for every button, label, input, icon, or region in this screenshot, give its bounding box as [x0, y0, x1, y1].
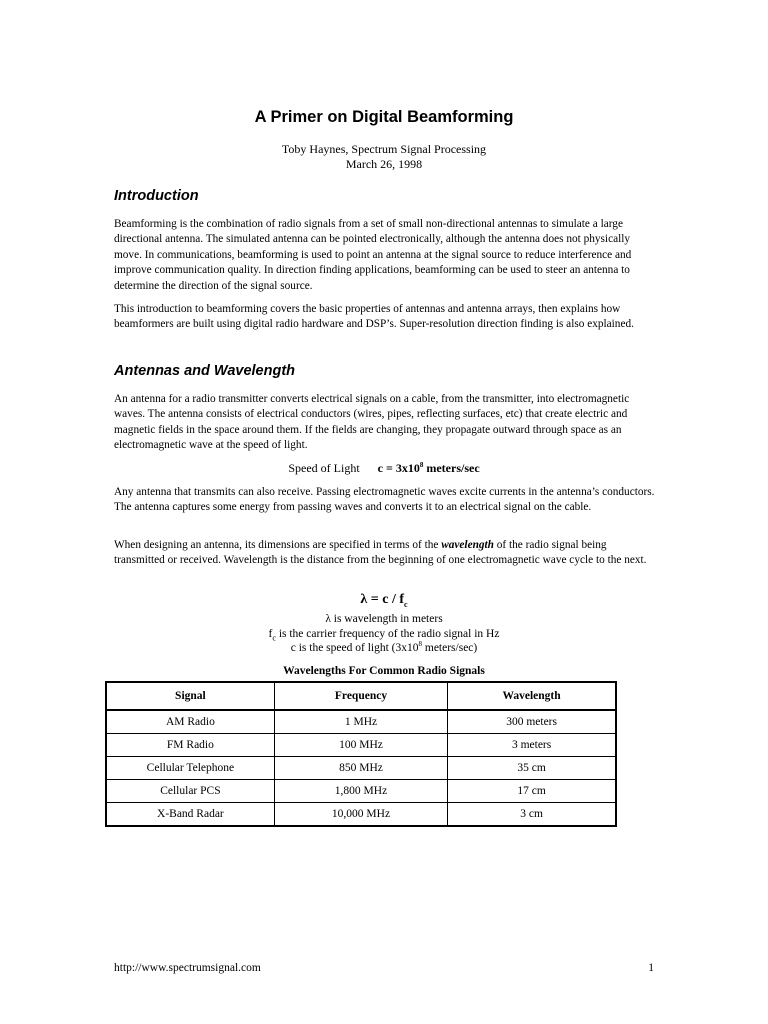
cell-signal: AM Radio — [106, 710, 274, 734]
antennas-paragraph-3 — [114, 538, 659, 569]
def-fc-text: is the carrier frequency of the radio signal in Hz — [275, 627, 500, 640]
def-c-exponent: 8 — [418, 640, 422, 649]
lambda-eq-main: λ = c / f — [360, 592, 405, 607]
author-line: Toby Haynes, Spectrum Signal Processing — [281, 142, 487, 156]
header-wavelength: Wavelength — [448, 682, 616, 710]
document-title: A Primer on Digital Beamforming — [254, 108, 514, 126]
speed-eq-base: c = 3x10 — [377, 461, 420, 475]
cell-wavelength: 17 cm — [448, 780, 616, 803]
cell-frequency: 100 MHz — [274, 734, 447, 757]
definition-lambda: λ is wavelength in meters — [325, 613, 443, 625]
def-c-text-a: c is the speed of light (3x10 — [290, 642, 419, 655]
def-fc-f: f — [268, 627, 273, 640]
def-c-text-b: meters/sec) — [422, 642, 478, 655]
table-row — [106, 803, 616, 827]
wavelength-emphasis: wavelength — [441, 539, 494, 551]
cell-frequency: 850 MHz — [274, 757, 447, 780]
table-row — [106, 757, 616, 780]
intro-paragraph-2: This introduction to beamforming covers the basic properties of antennas and antenna arrays, then explains how beamformers are built using digital radio hardware and DSP’s. Super-resolution direction finding is also explained. — [114, 303, 634, 331]
speed-eq-unit: meters/sec — [423, 461, 480, 475]
cell-frequency: 1,800 MHz — [274, 780, 447, 803]
definition-fc — [0, 627, 768, 642]
table-caption: Wavelengths For Common Radio Signals — [283, 665, 485, 677]
cell-signal: FM Radio — [106, 734, 274, 757]
def-fc-subscript: c — [272, 632, 276, 642]
antennas-p3-text-b: of the radio signal being transmitted or received. Wavelength is the distance from the beginning of one electromagnetic wave cycle to the next. — [114, 539, 647, 567]
table-row — [106, 734, 616, 757]
antennas-paragraph-1: An antenna for a radio transmitter converts electrical signals on a cable, from the transmitter, into electromagnetic waves. The antenna consists of electrical conductors (wires, pipes, reflecting surfaces, etc) that create electric and magnetic fields in the space around them. If the fields are changing, they propagate outward through space as an electromagnetic wave at the speed of light. — [114, 393, 630, 452]
header-signal: Signal — [106, 682, 274, 710]
cell-wavelength: 35 cm — [448, 757, 616, 780]
wavelength-equation — [0, 592, 768, 608]
page-number: 1 — [648, 962, 654, 974]
cell-signal: X-Band Radar — [106, 803, 274, 827]
definition-c — [0, 641, 768, 656]
speed-of-light-equation — [0, 461, 768, 476]
table-row — [106, 780, 616, 803]
heading-antennas-wavelength: Antennas and Wavelength — [114, 363, 296, 379]
speed-eq-exponent: 8 — [419, 461, 424, 469]
intro-paragraph-1: Beamforming is the combination of radio signals from a set of small non-directional antennas to simulate a large directional antenna. The simulated antenna can be pointed electronically, although the antenna does not physically move. In communications, beamforming is used to point an antenna at the signal source to reduce interference and improve communication quality. In direction finding applications, beamforming can be used to steer an antenna to determine the direction of the signal source. — [114, 218, 632, 292]
header-frequency: Frequency — [274, 682, 447, 710]
table-header-row — [106, 682, 616, 710]
cell-frequency: 10,000 MHz — [274, 803, 447, 827]
equation-definitions — [0, 612, 768, 656]
date-line: March 26, 1998 — [345, 157, 423, 171]
cell-signal: Cellular PCS — [106, 780, 274, 803]
wavelength-table — [105, 681, 617, 827]
antennas-paragraph-2: Any antenna that transmits can also receive. Passing electromagnetic waves excite currents in the antenna’s conductors. The antenna captures some energy from passing waves and converts it to an electrical signal on the cable. — [114, 486, 655, 514]
table-row — [106, 710, 616, 734]
cell-signal: Cellular Telephone — [106, 757, 274, 780]
cell-wavelength: 3 cm — [448, 803, 616, 827]
cell-frequency: 1 MHz — [274, 710, 447, 734]
antennas-p3-text-a: When designing an antenna, its dimensions are specified in terms of the — [114, 539, 442, 551]
speed-of-light-label: Speed of Light — [288, 461, 360, 475]
author-block — [0, 142, 768, 172]
heading-introduction: Introduction — [114, 188, 199, 204]
footer-url: http://www.spectrumsignal.com — [114, 962, 261, 974]
cell-wavelength: 3 meters — [448, 734, 616, 757]
lambda-eq-subscript: c — [404, 599, 408, 609]
cell-wavelength: 300 meters — [448, 710, 616, 734]
